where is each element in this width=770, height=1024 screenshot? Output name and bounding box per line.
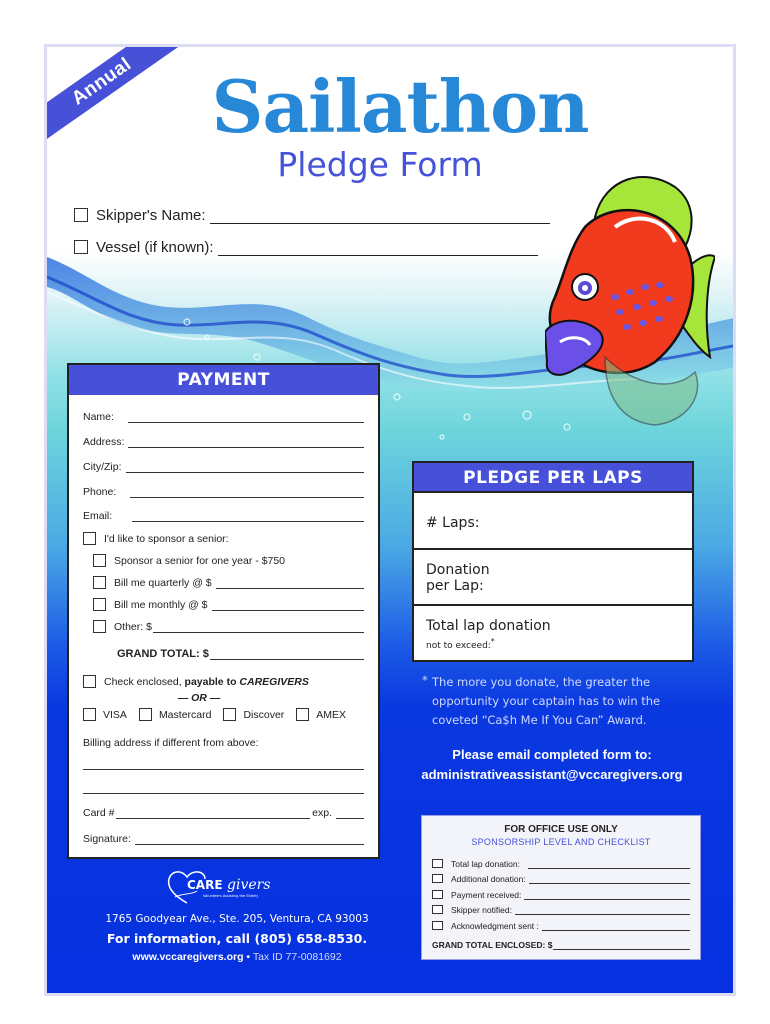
svg-text:Volunteers Assisting the Elder: Volunteers Assisting the Elderly [203, 894, 259, 898]
donation-per-lap-row[interactable] [414, 550, 692, 606]
check-enclosed-label [104, 676, 309, 688]
total-lap-donation-label: Total lap donation [426, 618, 551, 634]
signature-input[interactable] [135, 836, 364, 845]
other-amount-label: Other: $ [114, 621, 152, 633]
svg-text:givers: givers [227, 877, 271, 893]
footnote-asterisk: * [422, 673, 428, 687]
check-enclosed-checkbox[interactable] [83, 675, 96, 688]
payment-name-input[interactable] [128, 414, 364, 423]
bill-quarterly-input[interactable] [216, 580, 364, 589]
payment-header: PAYMENT [69, 365, 378, 395]
visa-label: VISA [103, 708, 127, 721]
bill-monthly-input[interactable] [212, 602, 364, 611]
separator-dot: • [243, 951, 253, 963]
pledge-per-laps-section [412, 461, 694, 662]
website-line [47, 951, 427, 963]
payment-name-field [83, 411, 364, 423]
sponsor-senior-option [83, 533, 364, 545]
laps-label: # Laps: [426, 515, 480, 531]
payment-cityzip-input[interactable] [126, 464, 364, 473]
payment-address-input[interactable] [128, 439, 364, 448]
payment-cityzip-label: City/Zip: [83, 461, 122, 473]
footnote-text: The more you donate, the greater the opportunity your captain has to win the coveted “Ca$h Me If You Can” Award. [432, 675, 661, 727]
card-number-input[interactable] [116, 810, 311, 819]
payment-name-label: Name: [83, 411, 114, 423]
other-amount-option [93, 621, 364, 633]
not-to-exceed-label [426, 634, 680, 654]
svg-text:CARE: CARE [187, 878, 223, 892]
discover-checkbox[interactable] [223, 708, 236, 721]
sponsor-senior-checkbox[interactable] [83, 532, 96, 545]
sponsor-one-year-label: Sponsor a senior for one year - $750 [114, 555, 286, 567]
page-subtitle: Pledge Form [277, 145, 483, 184]
vessel-label: Vessel (if known): [96, 239, 214, 256]
office-item-additional-donation [432, 869, 690, 885]
office-item-input[interactable] [524, 893, 690, 900]
laps-row[interactable] [414, 493, 692, 550]
office-grand-total-label: GRAND TOTAL ENCLOSED: $ [432, 940, 553, 950]
office-use-subtitle: SPONSORSHIP LEVEL AND CHECKLIST [471, 837, 651, 847]
check-enclosed-option [83, 676, 364, 688]
office-item-input[interactable] [529, 877, 690, 884]
website-link[interactable]: www.vccaregivers.org [132, 951, 244, 963]
bill-quarterly-checkbox[interactable] [93, 576, 106, 589]
vessel-checkbox[interactable] [74, 240, 88, 254]
office-item-input[interactable] [528, 862, 690, 869]
office-item-input[interactable] [542, 924, 690, 931]
vessel-field [74, 236, 538, 256]
or-separator: — OR — [177, 692, 221, 704]
donation-per-lap-label-1: Donation [426, 562, 490, 578]
office-use-section [421, 815, 701, 960]
grand-total-label: GRAND TOTAL: $ [117, 648, 209, 660]
sponsor-senior-label: I'd like to sponsor a senior: [104, 533, 229, 545]
grand-total-field [117, 648, 364, 660]
card-type-options [83, 708, 358, 721]
payment-email-input[interactable] [132, 513, 364, 522]
billing-address-line-1[interactable] [83, 769, 364, 770]
office-item-label: Payment received: [451, 889, 522, 900]
payment-phone-label: Phone: [83, 486, 117, 498]
office-checkbox[interactable] [432, 905, 443, 914]
card-number-label: Card # [83, 807, 115, 819]
other-amount-input[interactable] [153, 624, 364, 633]
email-instructions [407, 745, 697, 785]
mastercard-label: Mastercard [158, 708, 212, 721]
office-item-total-lap-donation [432, 853, 690, 869]
not-to-exceed-text: not to exceed: [426, 641, 491, 651]
email-address-link[interactable]: administrativeassistant@vccaregivers.org [421, 767, 683, 782]
bill-quarterly-label: Bill me quarterly @ $ [114, 577, 212, 589]
office-use-title: FOR OFFICE USE ONLY [504, 824, 618, 835]
skipper-name-input[interactable] [210, 210, 550, 224]
skipper-name-checkbox[interactable] [74, 208, 88, 222]
payment-phone-field [83, 486, 364, 498]
other-amount-checkbox[interactable] [93, 620, 106, 633]
vessel-input[interactable] [218, 242, 538, 256]
office-item-label: Additional donation: [451, 874, 526, 884]
bill-monthly-label: Bill me monthly @ $ [114, 599, 208, 611]
payment-email-field [83, 510, 364, 522]
office-checkbox[interactable] [432, 921, 443, 930]
amex-checkbox[interactable] [296, 708, 309, 721]
email-prompt: Please email completed form to: [452, 747, 652, 762]
amex-label: AMEX [316, 708, 347, 721]
annual-ribbon: Annual [44, 44, 188, 149]
payment-cityzip-field [83, 461, 364, 473]
signature-label: Signature: [83, 833, 131, 845]
billing-address-label: Billing address if different from above: [83, 737, 259, 749]
office-item-input[interactable] [515, 908, 690, 915]
visa-checkbox[interactable] [83, 708, 96, 721]
office-item-skipper-notified [432, 900, 690, 916]
card-number-field [83, 807, 364, 819]
sponsor-one-year-checkbox[interactable] [93, 554, 106, 567]
pledge-header: PLEDGE PER LAPS [414, 463, 692, 493]
fish-illustration [545, 157, 715, 427]
skipper-name-label: Skipper's Name: [96, 207, 206, 224]
tax-id: Tax ID 77-0081692 [252, 951, 342, 963]
office-item-label: Skipper notified: [451, 905, 512, 915]
skipper-name-field [74, 204, 550, 224]
office-grand-total [432, 935, 690, 951]
contact-phone: For information, call (805) 658-8530. [106, 931, 368, 946]
bill-monthly-option [93, 599, 364, 611]
exp-input[interactable] [336, 810, 364, 819]
payment-phone-input[interactable] [130, 489, 364, 498]
office-item-acknowledgment-sent [432, 915, 690, 931]
payment-address-label: Address: [83, 436, 125, 448]
billing-address-line-2[interactable] [83, 793, 364, 794]
page-title: Sailathon [211, 64, 589, 149]
grand-total-input[interactable] [210, 651, 364, 660]
pledge-form-page [44, 44, 736, 996]
payment-section [67, 363, 380, 859]
total-lap-donation-row[interactable] [414, 606, 692, 660]
exp-label: exp. [312, 807, 332, 819]
office-checkbox[interactable] [432, 890, 443, 899]
bill-quarterly-option [93, 577, 364, 589]
discover-label: Discover [243, 708, 285, 721]
mastercard-checkbox[interactable] [139, 708, 152, 721]
office-checkbox[interactable] [432, 859, 443, 868]
organization-address: 1765 Goodyear Ave., Ste. 205, Ventura, CA 93003 [105, 913, 369, 925]
payment-email-label: Email: [83, 510, 113, 522]
donation-footnote [422, 673, 692, 730]
payee-text: CAREGIVERS [239, 676, 309, 688]
check-enclosed-text: Check enclosed, [104, 676, 185, 688]
office-grand-total-input[interactable] [553, 943, 690, 950]
payment-address-field [83, 436, 364, 448]
asterisk-mark: * [490, 637, 495, 646]
sponsor-one-year-option [93, 555, 364, 567]
donation-per-lap-label-2: per Lap: [426, 578, 484, 594]
office-checkbox[interactable] [432, 874, 443, 883]
office-item-label: Total lap donation: [451, 858, 520, 869]
office-item-label: Acknowledgment sent : [451, 920, 539, 931]
signature-field [83, 833, 364, 845]
payment-body [69, 395, 378, 857]
payable-to-text: payable to [184, 676, 240, 688]
office-item-payment-received [432, 884, 690, 900]
bill-monthly-checkbox[interactable] [93, 598, 106, 611]
caregivers-logo [165, 867, 285, 907]
